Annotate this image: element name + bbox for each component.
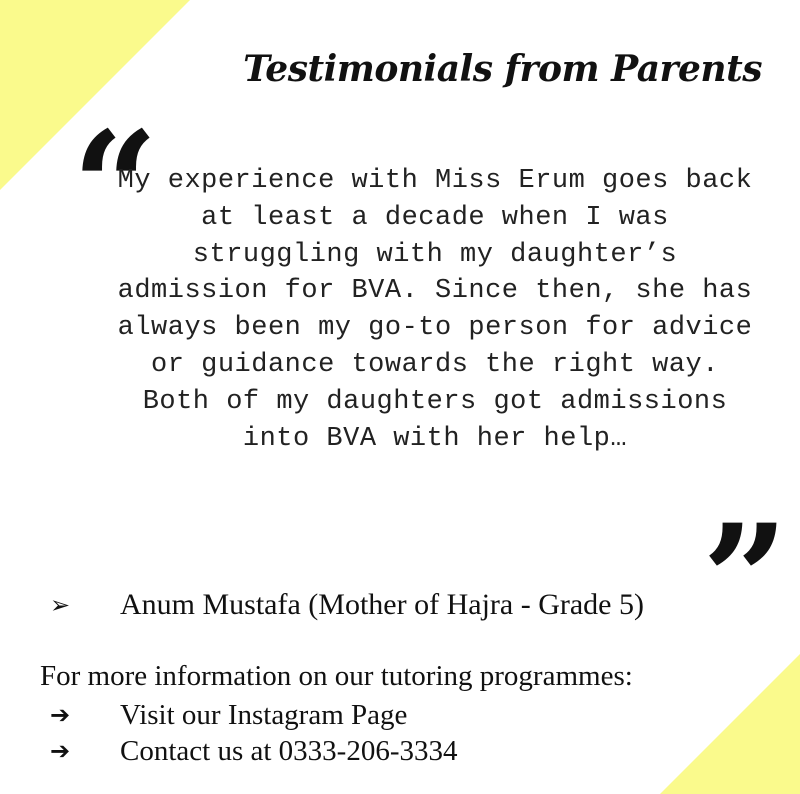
list-item-instagram[interactable]: [50, 697, 457, 733]
info-heading: For more information on our tutoring programmes:: [40, 660, 633, 692]
info-list: [50, 697, 457, 769]
list-item-contact[interactable]: [50, 733, 457, 769]
testimonial-attribution: [50, 588, 644, 622]
contact-phone-link[interactable]: Contact us at 0333-206-3334: [120, 734, 458, 767]
arrow-right-icon: ➔: [50, 701, 71, 729]
attribution-text: Anum Mustafa (Mother of Hajra - Grade 5): [120, 588, 644, 621]
corner-decoration-bottom-right: [660, 654, 800, 794]
page-title: Testimonials from Parents: [243, 48, 762, 90]
close-quote-icon: ”: [702, 492, 789, 668]
arrow-right-icon: ➔: [50, 737, 71, 765]
instagram-link[interactable]: Visit our Instagram Page: [120, 698, 408, 731]
testimonial-text: My experience with Miss Erum goes back at least a decade when I was struggling with my daughter’s admission for BVA. Since then, she has always been my go-to person for advice or guidance towards the right way. Both of my daughters got admissions into BVA with her help…: [117, 166, 753, 454]
open-quote-icon: “: [72, 99, 159, 275]
arrowhead-bullet-icon: ➢: [50, 591, 71, 619]
